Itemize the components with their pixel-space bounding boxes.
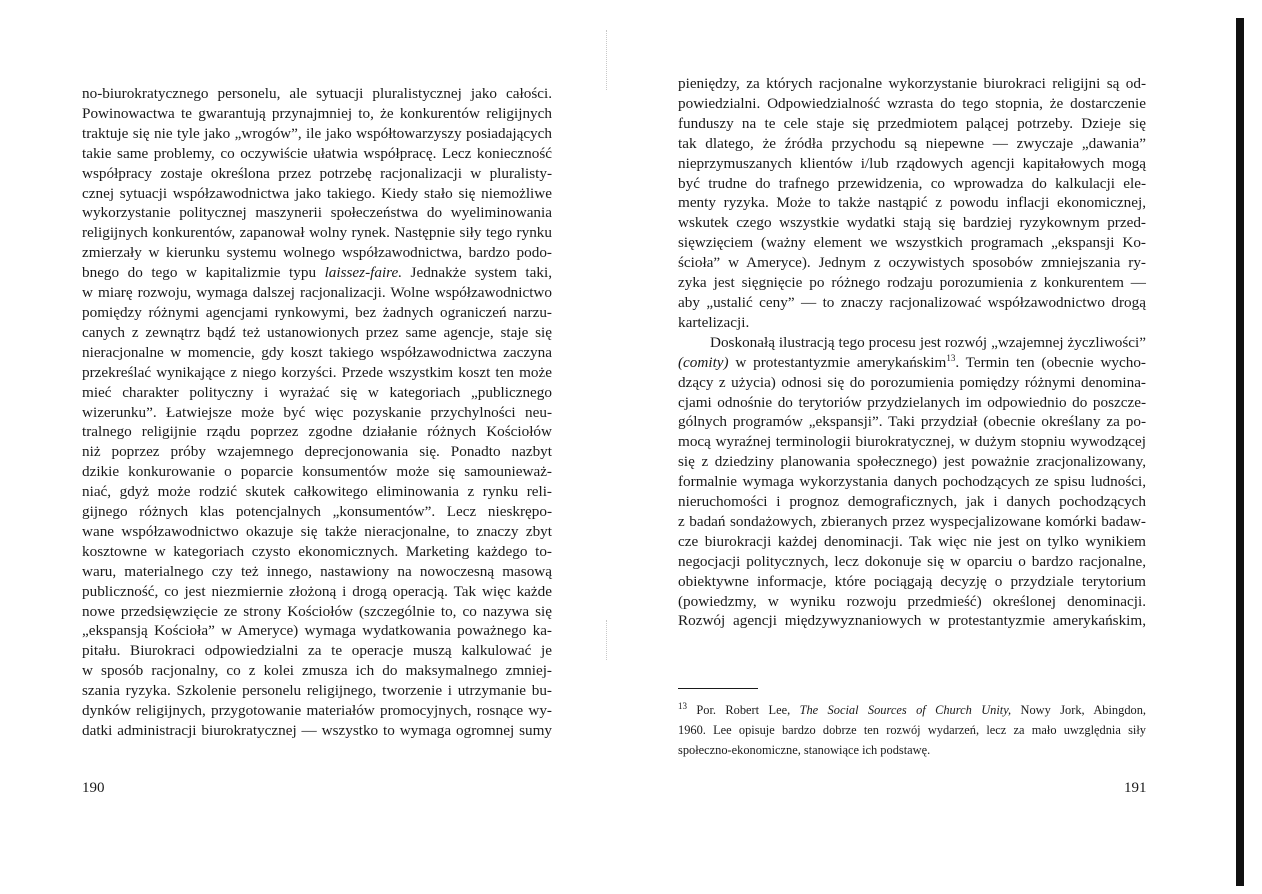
- text-line: współpracy zostaje określona przez potrzebę racjonalizacji w pluralisty-: [82, 164, 552, 182]
- text-line: pitału. Biurokraci odpowiedzialni za te operacje muszą kalkulować je: [82, 642, 552, 660]
- text-line: cze biurokracji każdej denominacji. Tak więc nie jest on tylko wynikiem: [678, 532, 1146, 550]
- text-line: przekreślać wynikające z niego korzyści. Przede wszystkim koszt ten może: [82, 363, 552, 381]
- text-line: pomiędzy różnymi agencjami rynkowymi, bez żadnych ograniczeń narzu-: [82, 303, 552, 321]
- paragraph-first-line: Doskonałą ilustracją tego procesu jest rozwój „wzajemnej życzliwości”: [710, 333, 1146, 351]
- footnote-title: The Social Sources of Church Unity,: [799, 703, 1012, 717]
- text-segment: Nowy Jork, Abingdon,: [1011, 703, 1147, 717]
- text-line: formalnie wymaga wykorzystania danych pochodzących ze spisu ludności,: [678, 473, 1146, 491]
- text-line: gijnego różnych klas potencjalnych „konsumentów”. Lecz nieskrępo-: [82, 503, 552, 521]
- right-page-body-text: [678, 74, 1146, 631]
- text-line: takie same problemy, co oczywiście ułatwia współpracę. Lecz konieczność: [82, 144, 552, 162]
- text-segment: bnego do tego w kapitalizmie typu: [82, 264, 317, 282]
- text-line: canych z zewnątrz bądź też ustanowionych przez same agencje, staje się: [82, 323, 552, 341]
- text-line: sięwzięciem (ważny element we wszystkich programach „ekspansji Ko-: [678, 234, 1146, 252]
- page-number: 190: [82, 780, 105, 796]
- text-line: negocjacji politycznych, lecz dokonuje się w oparciu o bardzo racjonalne,: [678, 552, 1146, 570]
- text-line: mieć charakter polityczny i wyrażać się w kategoriach „publicznego: [82, 383, 552, 401]
- footnote-line: [678, 700, 1146, 720]
- text-line: „ekspansją Kościoła” w Ameryce) wymaga wydatkowania poważnego ka-: [82, 622, 552, 640]
- text-line: nowe przedsięwzięcie ze strony Kościołów (szczególnie to, co nazywa się: [82, 602, 552, 620]
- text-line: menty ryzyka. Może to także nastąpić z powodu inflacji ekonomicznej,: [678, 194, 1146, 212]
- text-line: cznej sytuacji współzawodnictwa jako takiego. Kiedy stało się niemożliwe: [82, 184, 552, 202]
- text-line: traktuje się nie tyle jako „wrogów”, ile jako współtowarzyszy posiadających: [82, 124, 552, 142]
- text-line: datki administracji biurokratycznej — wszystko to wymaga ogromnej sumy: [82, 722, 552, 739]
- text-line: się z dziedziny planowania społecznego) jest poważnie zracjonalizowany,: [678, 453, 1146, 471]
- footnote-number: 13: [678, 700, 687, 711]
- text-line: kartelizacji.: [678, 313, 750, 331]
- footnote-line: społeczno-ekonomiczne, stanowiące ich podstawę.: [678, 743, 931, 757]
- italic-term: laissez-faire.: [324, 264, 403, 282]
- text-line: wane współzawodnictwo okazuje się także nieracjonalne, to znaczy zbyt: [82, 522, 552, 540]
- text-line: dzikie konkurowanie o poparcie konsumentów może się samounieważ-: [82, 463, 552, 481]
- text-segment: w protestantyzmie amerykańskim: [728, 353, 947, 371]
- text-line: publiczność, co jest niezmiernie złożoną i drogą operacją. Tak więc każde: [82, 582, 552, 600]
- text-line: wykorzystanie politycznej maszynerii społeczeństwa do wyeliminowania: [82, 204, 552, 222]
- text-line: funduszy na te cele staje się przedmiotem palącej potrzeby. Dzieje się: [678, 114, 1146, 132]
- text-line: cjami odnośnie do terytoriów przydzielanych im odpowiednio do poszcze-: [678, 393, 1146, 411]
- text-line: Rozwój agencji międzywyznaniowych w protestantyzmie amerykańskim,: [678, 612, 1146, 630]
- text-line: z badań sondażowych, zbieranych przez wyspecjalizowane komórki badaw-: [678, 512, 1146, 530]
- text-line: powiedzialni. Odpowiedzialność wzrasta do tego stopnia, że dostarczenie: [678, 94, 1146, 112]
- text-line: niż poprzez próby wzajemnego deprecjonowania się. Ponadto nazbyt: [82, 443, 552, 461]
- text-line: wizerunku”. Łatwiejsze może być więc pozyskanie przychylności neu-: [82, 403, 552, 421]
- right-page: [630, 0, 1230, 894]
- text-line: dynków religijnych, przygotowanie materiałów promocyjnych, rosnące wy-: [82, 702, 552, 720]
- text-line: no-biurokratycznego personelu, ale sytuacji pluralistycznej jako całości.: [82, 85, 552, 102]
- footnote-rule: [678, 688, 758, 689]
- text-line: nieracjonalne w momencie, gdy koszt takiego współzawodnictwa zaczyna: [82, 343, 552, 361]
- text-line: ścioła” w Ameryce). Jednym z oczywistych sposobów zmniejszania ry-: [678, 254, 1146, 272]
- text-line: religijnych konkurentów, zapanował wolny rynek. Następnie siły tego rynku: [82, 224, 552, 242]
- text-line: aby „ustalić ceny” — to znaczy racjonalizować współzawodnictwo drogą: [678, 293, 1146, 311]
- text-segment: Jednakże system taki,: [402, 264, 552, 282]
- italic-term: (comity): [678, 353, 729, 371]
- text-line: waru, materialnego czy też innego, nastawiony na nowoczesną masową: [82, 562, 552, 580]
- text-line: nieruchomości i prognoz demograficznych, jak i danych pochodzących: [678, 493, 1146, 511]
- footnote-reference: 13: [946, 352, 956, 363]
- text-line: nieprzymuszanych klientów i/lub rządowych agencji kapitałowych mogą: [678, 154, 1146, 172]
- text-line: dzący z użycia) odnosi się do porozumienia pomiędzy różnymi denomina-: [678, 373, 1146, 391]
- text-line: w sposób racjonalny, co z kolei zmusza ich do maksymalnego zmniej-: [82, 662, 552, 680]
- text-line: niać, gdyż może rodzić skutek całkowitego eliminowania z rynku reli-: [82, 483, 552, 501]
- text-segment: Por. Robert Lee,: [687, 703, 800, 717]
- footnote-line: 1960. Lee opisuje bardzo dobrze ten rozwój wydarzeń, lecz za mało uwzględnia siły: [678, 723, 1146, 737]
- text-segment: . Termin ten (obecnie wycho-: [955, 353, 1146, 371]
- text-line: w miarę rozwoju, wymaga dalszej racjonalizacji. Wolne współzawodnictwo: [82, 284, 552, 302]
- text-line: pieniędzy, za których racjonalne wykorzystanie biurokraci religijni są od-: [678, 75, 1146, 92]
- text-line: zmierzały w kierunku systemu wolnego współzawodnictwa, bardzo podo-: [82, 244, 552, 262]
- text-line: Powinowactwa te gwarantują przynajmniej to, że konkurentów religijnych: [82, 104, 552, 122]
- left-page-body-text: [82, 84, 552, 741]
- footnote: [678, 700, 1146, 760]
- text-line: być trudne do trafnego przewidzenia, co wprowadza do kalkulacji ele-: [678, 174, 1146, 192]
- text-line: [82, 263, 552, 283]
- text-line: tralnego religijnie rządu poprzez zgodne działanie różnych Kościołów: [82, 423, 552, 441]
- text-line: (powiedzmy, w wyniku rozwoju przedmieść) określonej denominacji.: [678, 592, 1146, 610]
- text-line: tak dlatego, że źródła przychodu są niepewne — zwyczaje „dawania”: [678, 134, 1146, 152]
- page-number: 191: [1124, 780, 1147, 796]
- text-line: gólnych programów „ekspansji”. Taki przydział (obecnie określany za po-: [678, 413, 1146, 431]
- left-page: [0, 0, 620, 894]
- text-line: obiektywne informacje, które pociągają decyzję o przydziale terytorium: [678, 572, 1146, 590]
- scan-edge-bar: [1236, 18, 1244, 886]
- text-line: mocą wyraźnej terminologii biurokratycznej, w dużym stopniu wywodzącej: [678, 433, 1146, 451]
- text-line: szania ryzyka. Szkolenie personelu religijnego, tworzenie i utrzymanie bu-: [82, 682, 552, 700]
- text-line: [678, 353, 1146, 373]
- text-line: wskutek czego wszystkie wydatki stają się bardziej ryzykownym przed-: [678, 214, 1146, 232]
- text-line: kosztowne w kategoriach czysto ekonomicznych. Marketing każdego to-: [82, 542, 552, 560]
- text-line: zyka jest sięgnięcie po różnego rodzaju porozumienia z konkurentem —: [678, 274, 1146, 292]
